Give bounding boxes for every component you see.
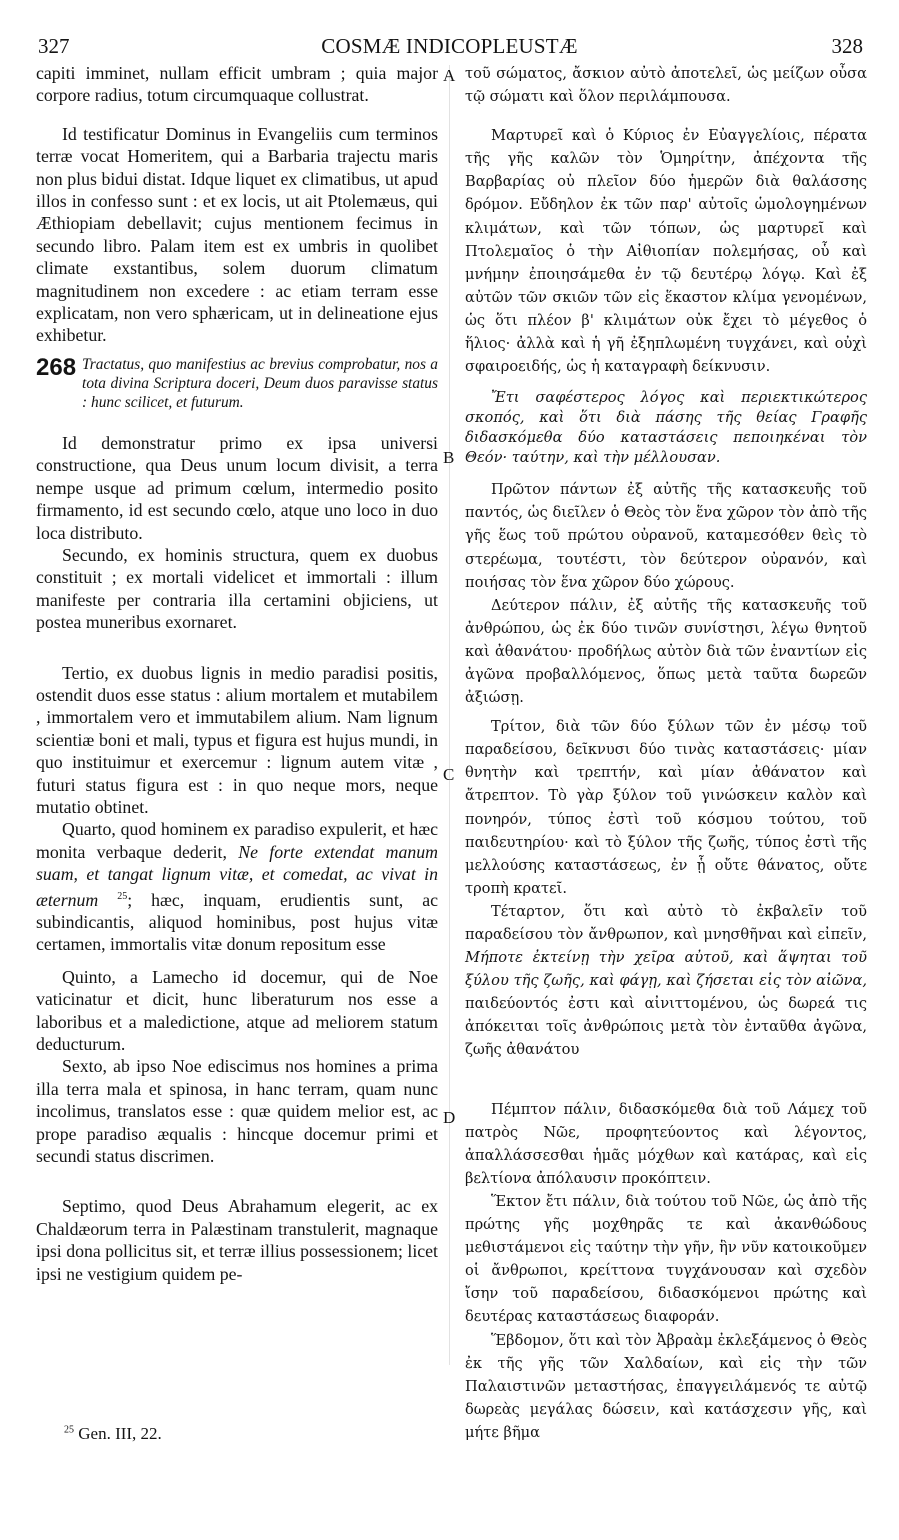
latin-paragraph-2: Id testificatur Dominus in Evangeliis cum terminos terræ vocat Homeritem, qui a Barbaria trajectu maris non plus bidui distat. Idque liquet ex climatibus, ut apud illos in confesso sunt : et ex locis, ut ait Ptolemæus, qui Æthiopiam debellavit; cujus mentionem fecimus in secundo libro. Palam item est ex umbris in quolibet climate exstantibus, solem duorum climatum magnitudinem non excedere : ac etiam terram esse explicatam, non vero sphæricam, ut in delineatione ejus exhibetur. (36, 123, 438, 346)
page-header (0, 34, 899, 60)
latin-paragraph-1: capiti imminet, nullam efficit umbram ; quia major corpore radius, totum circumquaque collustrat. (36, 63, 438, 106)
greek-p6-text-b: παιδεύοντός ἐστι καὶ αἰνιττομένου, ὡς δωρεά τις ἀπόκειται τοῖς ἀνθρώποις μετὰ τὸν ἐνταῦθα ἀγῶνα, ζωῆς ἀθανάτου (465, 995, 867, 1059)
greek-paragraph-3: Πρῶτον πάντων ἐξ αὐτῆς τῆς κατασκευῆς τοῦ παντός, ὡς διεῖλεν ὁ Θεὸς τὸν ἕνα χῶρον τὸν ἀπὸ τῆς γῆς ἕως τοῦ πρώτου οὐρανοῦ, καταμεσόθεν θεὶς τὸ στερέωμα, τουτέστι, τὸν δεύτερον οὐρανόν, καὶ ποιήσας τὸν ἕνα χῶρον δύο χώρους. (465, 481, 867, 591)
greek-paragraph-4: Δεύτερον πάλιν, ἐξ αὐτῆς τῆς κατασκευῆς τοῦ ἀνθρώπου, ὡς ἐκ δύο τινῶν συνίστησι, λέγω θνητοῦ καὶ ἀθανάτου· προδήλως αὐτὸν διὰ τῶν ἐναντίων εἰς ἀγῶνα προβαλλόμενος, ὅπως μετὰ ταῦτα δωρεῶν ἀξιώσῃ. (465, 596, 867, 707)
page-number-left: 327 (38, 34, 70, 58)
greek-paragraph-6 (465, 900, 867, 1062)
latin-paragraph-6 (36, 818, 438, 955)
greek-paragraph-7: Πέμπτον πάλιν, διδασκόμεθα διὰ τοῦ Λάμεχ τοῦ πατρὸς Νῶε, προφητεύοντος καὶ λέγοντος, ἀπαλλάσσεσθαι ἡμᾶς μόχθων καὶ κατάρας, καὶ εἰς βελτίονα ἀπόλαυσιν προκόπτειν. (465, 1100, 867, 1187)
latin-paragraph-3: Id demonstratur primo ex ipsa universi constructione, qua Deus unum locum divisit, a terra nempe usque ad primum cœlum, intermedio posito firmamento, id est secundo cœlo, atque uno loco in duo loca distributo. (36, 432, 438, 543)
latin-paragraph-5: Tertio, ex duobus lignis in medio paradisi positis, ostendit duos esse status : alium mortalem et mutabilem , immortalem vero et immutabilem alium. Nam lignum scientiæ boni et mali, typus et figura est hujus mundi, in quo instituimur et exercemur : lignum autem vitæ , futuri status figura est : in quo neque mors, neque mutatio obtinet. (36, 662, 438, 817)
greek-column (465, 62, 867, 1444)
footnote-number: 25 (64, 1424, 74, 1436)
greek-paragraph-8: Ἕκτον ἔτι πάλιν, διὰ τούτου τοῦ Νῶε, ὡς ἀπὸ τῆς πρώτης γῆς μοχθηρᾶς τε καὶ ἀκανθώδους μεθιστάμενοι εἰς ταύτην τὴν γῆν, ἣν νῦν κατοικοῦμεν οἱ ἄνθρωποι, κρείττονα τυγχάνουσαν καὶ σχεδὸν ἴσην τοῦ παραδείσου, διδασκόμενοι πρώτης καὶ δευτέρας καταστάσεως διαφοράν. (465, 1192, 867, 1326)
section-number: 268 (36, 353, 77, 381)
greek-paragraph-5: Τρίτον, διὰ τῶν δύο ξύλων τῶν ἐν μέσῳ τοῦ παραδείσου, δεῖκνυσι δύο τινὰς καταστάσεις· μίαν θνητὴν καὶ τρεπτήν, καὶ μίαν ἀθάνατον καὶ ἄτρεπτον. Τὸ γὰρ ξύλον τοῦ γινώσκειν καλὸν καὶ πονηρόν, τύπος ἐστὶ τοῦ κόσμου τούτου, τοῦ παιδευτηρίου· καὶ τὸ ξύλον τῆς ζωῆς, τύπος ἐστὶ τῆς μελλούσης καταστάσεως, ἐν ᾗ οὔτε θάνατος, οὔτε τροπὴ κρατεῖ. (465, 718, 867, 897)
greek-paragraph-2: Μαρτυρεῖ καὶ ὁ Κύριος ἐν Εὐαγγελίοις, πέρατα τῆς γῆς καλῶν τὸν Ὁμηρίτην, ἀπέχοντα τῆς Βαρβαρίας οὐ πλεῖον δύο ἡμερῶν διὰ θαλάσσης δρόμον. Εὔδηλον ἐκ τῶν παρ' αὐτοῖς ὡμολογημένων κλιμάτων, καὶ τῶν τόπων, ὡς μαρτυρεῖ καὶ Πτολεμαῖος ὁ τὴν Αἰθιοπίαν πολεμήσας, οὗ καὶ μνήμην ἐποιησάμεθα ἐν τῷ δευτέρῳ λόγῳ. Καὶ ἐξ αὐτῶν τῶν σκιῶν τῶν εἰς ἕκαστον κλίμα γενομένων, ὡς ὅτι πλέον β' κλιμάτων οὐκ ἔχει τὸ μέγεθος ὁ ἥλιος· ἀλλὰ καὶ ἡ γῆ ἐξηπλωμένη τυγχάνει, καὶ οὐχὶ σφαιροειδής, ὡς ἡ καταγραφὴ δείκνυσιν. (465, 127, 867, 376)
greek-p6-text-a: Τέταρτον, ὅτι καὶ αὐτὸ τὸ ἐκβαλεῖν τοῦ παραδείσου τὸν ἄνθρωπον, καὶ μνησθῆναι καὶ εἰπεῖν, (465, 902, 867, 943)
latin-paragraph-8: Sexto, ab ipso Noe ediscimus nos homines a prima illa terra mala et spinosa, in hanc terram, quam nunc incolimus, translatos esse : quæ quidem melior est, ac prope paradiso æqualis : hincque docemur primi et secundi status discrimen. (36, 1056, 438, 1166)
footnote (64, 1424, 162, 1444)
margin-marker-b: B (443, 448, 455, 467)
greek-section-title: Ἔτι σαφέστερος λόγος καὶ περιεκτικώτερος σκοπός, καὶ ὅτι διὰ πάσης τῆς θείας Γραφῆς διδασκόμεθα δύο καταστάσεις πεποιηκέναι τὸν Θεόν· ταύτην, καὶ τὴν μέλλουσαν. (465, 389, 867, 467)
footnote-text: Gen. III, 22. (78, 1424, 162, 1443)
greek-p6-quote: Μήποτε ἐκτείνῃ τὴν χεῖρα αὐτοῦ, καὶ ἅψηται τοῦ ξύλου τῆς ζωῆς, καὶ φάγῃ, καὶ ζήσεται εἰς τὸν αἰῶνα, (465, 949, 867, 990)
greek-paragraph-1: τοῦ σώματος, ἄσκιον αὐτὸ ἀποτελεῖ, ὡς μείζων οὖσα τῷ σώματι καὶ ὅλον περιλάμπουσα. (465, 65, 867, 106)
latin-paragraph-4: Secundo, ex hominis structura, quem ex duobus constituit ; ex mortali videlicet et immortali : illum manifeste per contraria illa certamini objiciens, ut postea muneribus exornaret. (36, 544, 438, 633)
margin-marker-c: C (443, 765, 455, 784)
latin-column (36, 62, 438, 1285)
latin-paragraph-7: Quinto, a Lamecho id docemur, qui de Noe vaticinatur et dicit, hunc liberaturum nos esse a laboribus et a maledictione, atque ad meliorem statum deducturum. (36, 966, 438, 1054)
margin-marker-d: D (443, 1108, 456, 1127)
page-number-right: 328 (831, 34, 863, 58)
latin-section-heading (36, 355, 438, 412)
latin-section-title: Tractatus, quo manifestius ac brevius comprobatur, nos a tota divina Scriptura doceri, Deum duos paravisse status : hunc scilicet, et futurum. (82, 355, 438, 411)
greek-paragraph-9: Ἕβδομον, ὅτι καὶ τὸν Ἀβραὰμ ἐκλεξάμενος ὁ Θεὸς ἐκ τῆς γῆς τῶν Χαλδαίων, καὶ εἰς τὴν τῶν Παλαιστινῶν μεταστήσας, ἐπαγγειλάμενός τε αὐτῷ δωρεὰς μεγάλας δώσειν, καὶ κατάσχεσιν γῆς, καὶ μήτε βῆμα (465, 1331, 867, 1441)
latin-p6-text-a: Quarto, quod hominem ex paradiso expulerit, et hæc monita verbaque dederit, (36, 819, 438, 862)
latin-p6-text-b: ; hæc, inquam, erudientis sunt, ac subindicantis, aliquod hominibus, post hujus vitæ certamen, immortalis vitæ donum repositum esse (36, 889, 438, 955)
column-divider (449, 65, 450, 1365)
latin-p6-quote: Ne forte extendat manum suam, et tangat lignum vitæ, et comedat, ac vivat in æternum (36, 841, 438, 910)
margin-marker-a: A (443, 66, 456, 85)
running-title: COSMÆ INDICOPLEUSTÆ (321, 34, 578, 58)
latin-footnote-ref: 25 (117, 890, 128, 902)
latin-paragraph-9: Septimo, quod Deus Abrahamum elegerit, ac ex Chaldæorum terra in Palæstinam transtulerit, magnaque ipsi dona pollicitus sit, et terræ illius possessionem; licet ipsi ne vestigium quidem pe- (36, 1196, 438, 1284)
